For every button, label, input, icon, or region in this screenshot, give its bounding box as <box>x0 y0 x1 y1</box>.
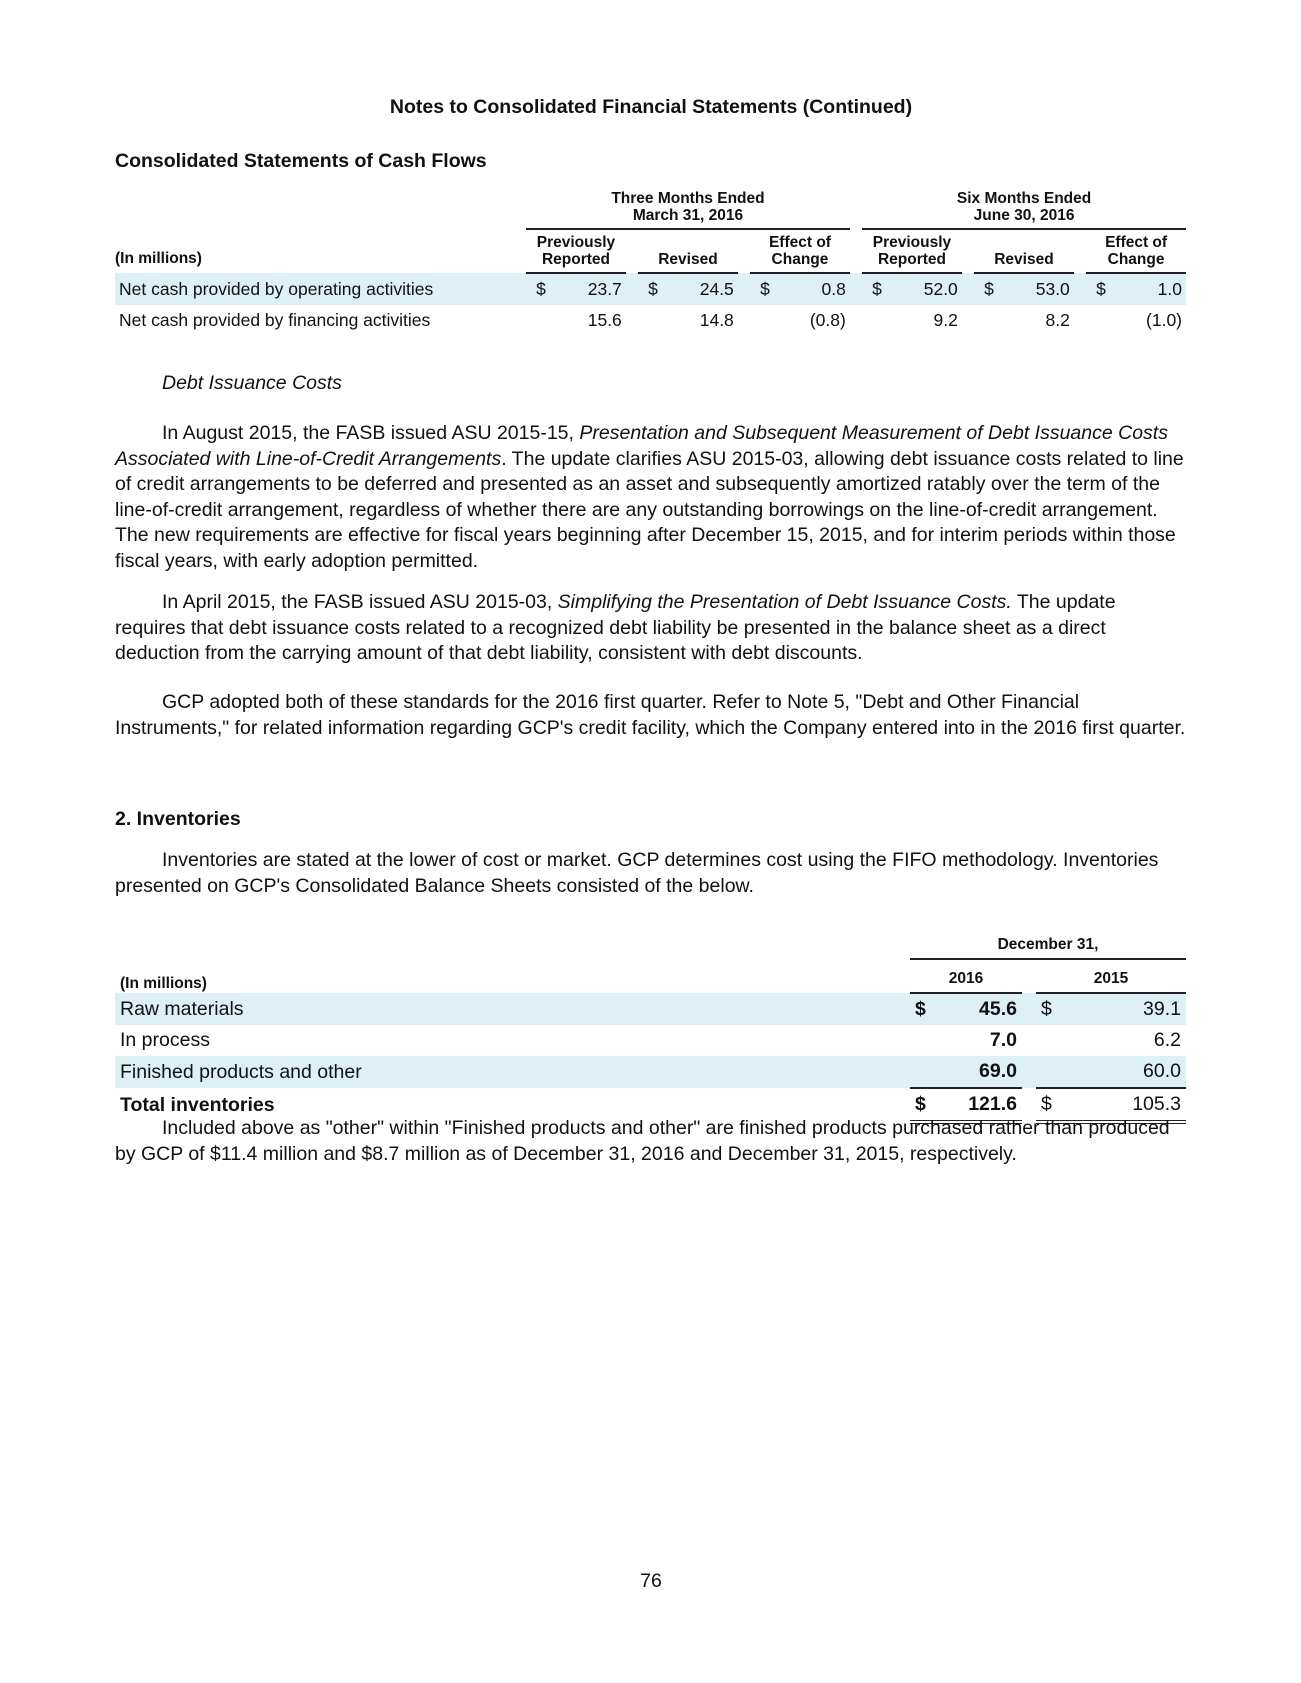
inventories-title: 2. Inventories <box>115 808 241 830</box>
table-row: Raw materials $ 45.6 $ 39.1 <box>115 993 1186 1025</box>
cash-flow-unit-label: (In millions) <box>115 250 202 267</box>
group2-line2: June 30, 2016 <box>973 207 1075 224</box>
page-header: Notes to Consolidated Financial Statements (Continued) <box>389 96 913 118</box>
cash-flow-title: Consolidated Statements of Cash Flows <box>115 150 487 172</box>
group1-line2: March 31, 2016 <box>632 207 744 224</box>
row-label: Net cash provided by financing activities <box>119 310 431 330</box>
group-three-months <box>526 190 850 229</box>
year-2015: 2015 <box>1036 959 1186 993</box>
row-label: Net cash provided by operating activities <box>115 273 526 305</box>
table-row: Net cash provided by operating activities $ 23.7 $ 24.5 $ 0.8 $ 52.0 $ 53.0 $ 1.0 <box>115 273 1186 305</box>
table-row: Net cash provided by financing activities 15.6 14.8 (0.8) 9.2 8.2 (1.0) <box>115 305 1186 336</box>
table-row: Finished products and other 69.0 60.0 <box>115 1056 1186 1088</box>
col-effect-1: Effect of Change <box>750 229 850 273</box>
debt-subheading: Debt Issuance Costs <box>162 372 342 394</box>
total-row: Total inventories $ 121.6 $ 105.3 <box>115 1088 1186 1122</box>
col-effect-2: Effect of Change <box>1086 229 1186 273</box>
debt-paragraph-3: GCP adopted both of these standards for the 2016 first quarter. Refer to Note 5, "Debt and Other Financial Instruments," for related information regarding GCP's credit facility, which the Company entered into in the 2016 first quarter. <box>115 691 1186 739</box>
debt-paragraph-1: In August 2015, the FASB issued ASU 2015-15, Presentation and Subsequent Measurement of Debt Issuance Costs Associated with Line-of-Credit Arrangements. The update clarifies ASU 2015-03, allowing debt issuance costs related to line of credit arrangements to be deferred and presented as an asset and subsequently amortized ratably over the term of the line-of-credit arrangement, regardless of whether there are any outstanding borrowings on the line-of-credit arrangement. The new requirements are effective for fiscal years beginning after December 15, 2015, and for interim periods within those fiscal years, with early adoption permitted. <box>115 422 1184 572</box>
inventories-intro: Inventories are stated at the lower of cost or market. GCP determines cost using the FIFO methodology. Inventories presented on GCP's Consolidated Balance Sheets consisted of the below. <box>115 849 1159 897</box>
inventories-period-header-row <box>115 926 1186 959</box>
inventories-note: Included above as "other" within "Finished products and other" are finished products purchased rather than produced by GCP of $11.4 million and $8.7 million as of December 31, 2016 and December 31, 2015, respectively. <box>115 1117 1170 1165</box>
inventories-year-header-row <box>115 959 1186 993</box>
cash-flow-group-header-row <box>115 190 1186 229</box>
table-row: In process 7.0 6.2 <box>120 1029 1181 1051</box>
inventories-table <box>115 926 1186 1124</box>
cash-flow-table <box>115 190 1186 336</box>
year-2016: 2016 <box>910 959 1022 993</box>
col-prev-reported-2: Previously Reported <box>862 229 962 273</box>
col-revised-1: Revised <box>638 229 738 273</box>
page-number: 76 <box>640 1570 662 1592</box>
group2-line1: Six Months Ended <box>956 190 1092 207</box>
period-header: December 31, <box>910 926 1186 959</box>
cash-flow-subheader-row <box>115 229 1186 273</box>
col-revised-2: Revised <box>974 229 1074 273</box>
inventories-unit-label: (In millions) <box>120 975 207 992</box>
group1-line1: Three Months Ended <box>611 190 765 207</box>
col-prev-reported-1: Previously Reported <box>526 229 626 273</box>
group-six-months <box>862 190 1186 229</box>
debt-paragraph-2: In April 2015, the FASB issued ASU 2015-03, Simplifying the Presentation of Debt Issuance Costs. The update requires that debt issuance costs related to a recognized debt liability be presented in the balance sheet as a direct deduction from the carrying amount of that debt liability, consistent with debt discounts. <box>115 591 1116 664</box>
